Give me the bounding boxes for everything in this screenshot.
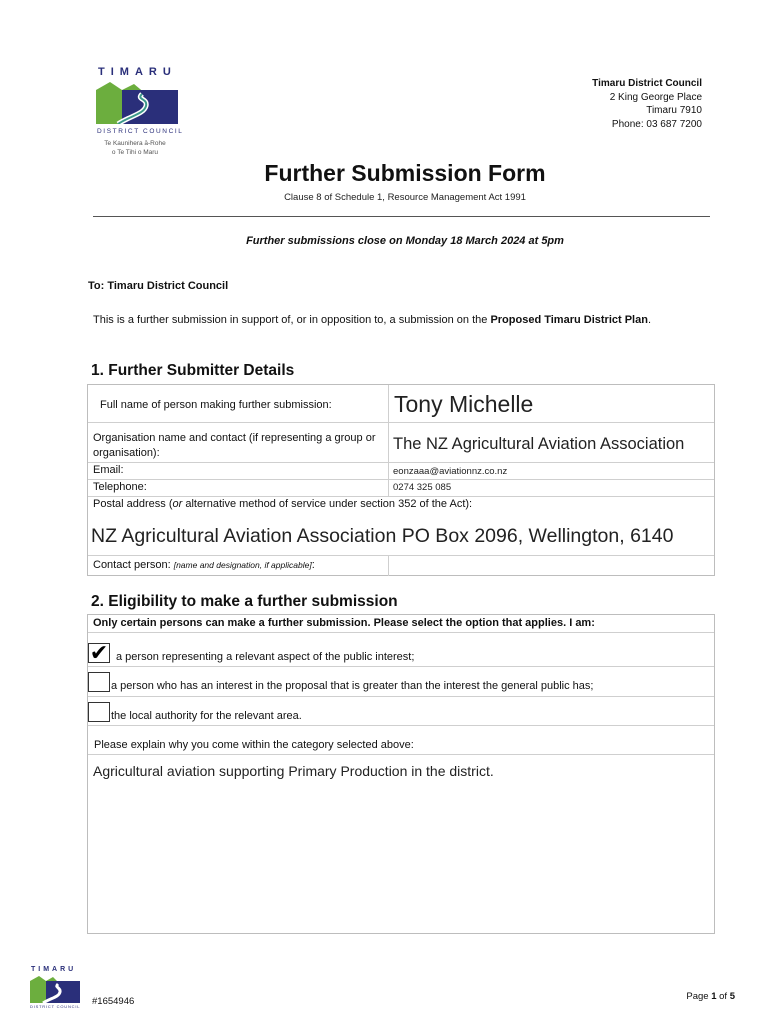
logo-subtitle: DISTRICT COUNCIL — [97, 128, 184, 135]
option-public-interest-checkbox[interactable]: ✔ — [89, 640, 109, 665]
logo-maori-name-1: Te Kaunihera ā-Rohe — [104, 140, 166, 147]
telephone-field[interactable]: 0274 325 085 — [393, 482, 452, 493]
eligibility-instruction: Only certain persons can make a further submission. Please select the option that applies. I am: — [93, 617, 595, 629]
page-of: of — [716, 991, 730, 1002]
option-local-authority-checkbox[interactable] — [88, 702, 110, 722]
logo-maori-name-2: o Te Tihi o Maru — [111, 149, 159, 156]
option-greater-interest-checkbox[interactable] — [88, 672, 110, 692]
header-divider — [93, 216, 710, 217]
intro-end: . — [647, 314, 652, 326]
page-number — [686, 991, 735, 1002]
footer-logo-wordmark: TIMARU — [31, 966, 77, 973]
postal-address-field[interactable]: NZ Agricultural Aviation Association PO Box 2096, Wellington, 6140 — [91, 525, 674, 547]
recipient: To: Timaru District Council — [88, 280, 229, 292]
email-field[interactable]: eonzaaa@aviationnz.co.nz — [393, 466, 508, 477]
contact-label-end: : — [311, 559, 315, 571]
page-current: 1 — [711, 991, 717, 1002]
document-id: #1654946 — [92, 996, 135, 1007]
contact-label-text: Contact person: — [93, 559, 174, 571]
full-name-label: Full name of person making further submission: — [100, 399, 332, 411]
full-name-field[interactable]: Tony Michelle — [394, 391, 534, 417]
council-logo — [96, 66, 186, 162]
section-2-heading: 2. Eligibility to make a further submission — [91, 593, 398, 610]
telephone-label: Telephone: — [93, 481, 147, 493]
closing-notice: Further submissions close on Monday 18 March 2024 at 5pm — [246, 235, 564, 247]
council-street: 2 King George Place — [609, 91, 702, 103]
logo-landscape-icon — [96, 80, 178, 124]
intro-paragraph — [93, 312, 718, 328]
option-local-authority-label: the local authority for the relevant area. — [111, 710, 302, 722]
form-clause: Clause 8 of Schedule 1, Resource Management Act 1991 — [284, 192, 526, 203]
submitter-details-table — [87, 384, 715, 576]
footer-logo-landscape-icon — [30, 975, 80, 1003]
form-title: Further Submission Form — [264, 160, 546, 186]
email-label: Email: — [93, 464, 124, 476]
footer-logo — [30, 966, 86, 1010]
council-name: Timaru District Council — [592, 78, 702, 89]
council-city: Timaru 7910 — [646, 105, 702, 116]
contact-person-label — [93, 559, 315, 571]
intro-plan-name: Proposed Timaru District Plan — [490, 314, 648, 326]
footer-logo-subtitle: DISTRICT COUNCIL — [30, 1004, 81, 1009]
postal-label-or: or — [172, 498, 183, 510]
organisation-field[interactable]: The NZ Agricultural Aviation Association — [393, 435, 685, 453]
option-greater-interest-label: a person who has an interest in the proposal that is greater than the interest the general public has; — [111, 680, 594, 692]
postal-label-post: alternative method of service under section 352 of the Act): — [182, 498, 473, 510]
contact-person-field[interactable] — [390, 556, 713, 575]
council-phone: Phone: 03 687 7200 — [611, 118, 702, 130]
postal-label-pre: Postal address ( — [93, 498, 173, 510]
intro-text: This is a further submission in support of, or in opposition to, a submission on the — [93, 314, 491, 326]
option-public-interest-label: a person representing a relevant aspect of the public interest; — [116, 651, 415, 663]
explain-label: Please explain why you come within the category selected above: — [94, 739, 414, 751]
page-prefix: Page — [686, 991, 712, 1002]
explain-field[interactable]: Agricultural aviation supporting Primary Production in the district. — [93, 763, 494, 779]
council-address — [592, 77, 702, 131]
postal-address-label — [93, 498, 472, 510]
logo-wordmark: TIMARU — [98, 66, 177, 78]
contact-label-hint: [name and designation, if applicable] — [173, 560, 312, 570]
page-total: 5 — [729, 991, 735, 1002]
section-1-heading: 1. Further Submitter Details — [91, 362, 295, 379]
organisation-label: Organisation name and contact (if representing a group or organisation): — [93, 432, 376, 459]
eligibility-table — [87, 614, 715, 934]
